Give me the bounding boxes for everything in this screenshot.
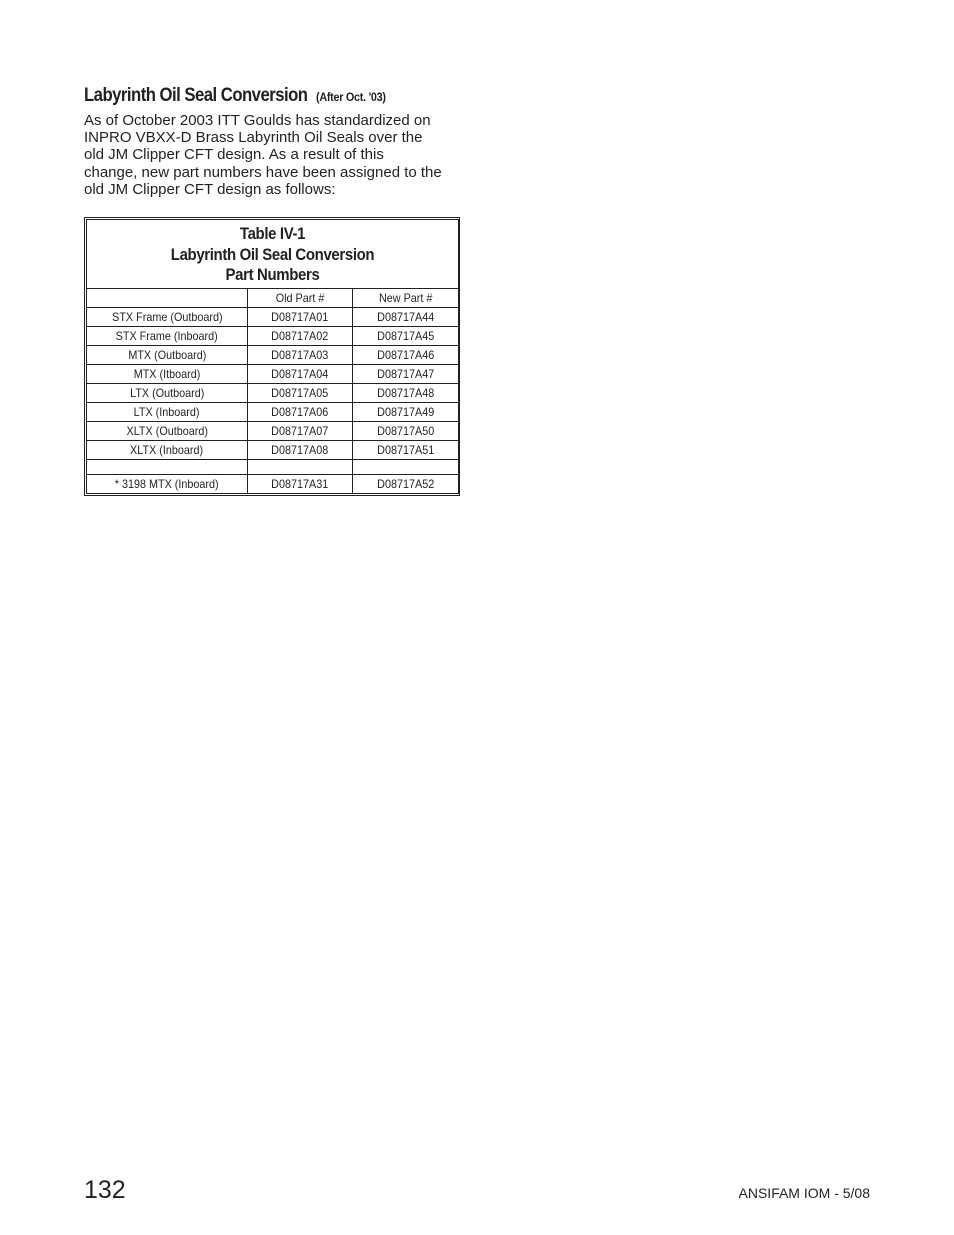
table-row [87,384,459,403]
table-title [87,220,459,289]
intro-line: change, new part numbers have been assigned to the [84,163,442,181]
cell-old-part: D08717A05 [248,384,353,403]
cell-frame: MTX (Itboard) [87,365,248,384]
table-title-line: Part Numbers [225,265,320,284]
table-row [87,422,459,441]
cell-frame: LTX (Inboard) [87,403,248,422]
cell-new-part: D08717A48 [353,384,459,403]
cell-new-part: D08717A44 [353,308,459,327]
section-subtitle: (After Oct. '03) [316,90,387,104]
table-row [87,441,459,460]
cell-frame: STX Frame (Outboard) [87,308,248,327]
cell-frame [87,460,248,475]
cell-old-part: D08717A07 [248,422,353,441]
cell-old-part: D08717A08 [248,441,353,460]
cell-new-part: D08717A45 [353,327,459,346]
intro-line: INPRO VBXX-D Brass Labyrinth Oil Seals over the [84,129,423,147]
cell-new-part: D08717A52 [353,475,459,494]
cell-new-part: D08717A49 [353,403,459,422]
cell-new-part: D08717A47 [353,365,459,384]
section-heading [84,85,394,107]
cell-frame: STX Frame (Inboard) [87,327,248,346]
cell-new-part [353,460,459,475]
parts-table-frame [84,217,460,496]
cell-old-part: D08717A06 [248,403,353,422]
table-row [87,308,459,327]
parts-table [86,219,459,494]
page-number: 132 [84,1176,126,1204]
intro-line: As of October 2003 ITT Goulds has standardized on [84,112,431,129]
cell-old-part: D08717A31 [248,475,353,494]
table-title-line: Table IV-1 [239,224,306,243]
header-cell [87,289,248,308]
cell-old-part: D08717A01 [248,308,353,327]
table-row [87,365,459,384]
table-row [87,346,459,365]
cell-frame: MTX (Outboard) [87,346,248,365]
table-header-row [87,289,459,308]
cell-frame: LTX (Outboard) [87,384,248,403]
intro-paragraph [84,112,464,198]
table-row-empty [87,460,459,475]
cell-old-part [248,460,353,475]
header-cell: Old Part # [248,289,353,308]
cell-old-part: D08717A02 [248,327,353,346]
cell-new-part: D08717A46 [353,346,459,365]
table-row [87,475,459,494]
table-row [87,403,459,422]
document-id: ANSIFAM IOM - 5/08 [738,1185,870,1201]
section-title: Labyrinth Oil Seal Conversion [84,85,308,106]
cell-frame: XLTX (Outboard) [87,422,248,441]
cell-frame: * 3198 MTX (Inboard) [87,475,248,494]
cell-new-part: D08717A50 [353,422,459,441]
table-title-line: Labyrinth Oil Seal Conversion [170,244,375,264]
header-cell: New Part # [353,289,459,308]
table-row [87,327,459,346]
cell-frame: XLTX (Inboard) [87,441,248,460]
cell-old-part: D08717A03 [248,346,353,365]
intro-line: old JM Clipper CFT design as follows: [84,180,336,198]
cell-old-part: D08717A04 [248,365,353,384]
cell-new-part: D08717A51 [353,441,459,460]
intro-line: old JM Clipper CFT design. As a result of this [84,146,384,164]
